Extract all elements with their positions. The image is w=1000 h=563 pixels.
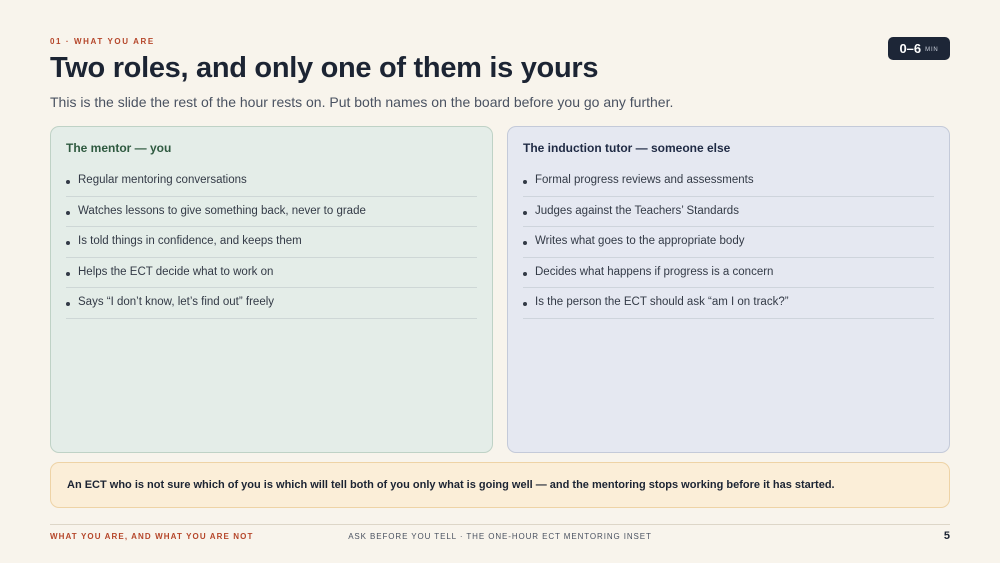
- bullet-icon: [523, 241, 527, 245]
- list-item: [66, 227, 477, 258]
- slide-title: Two roles, and only one of them is yours: [50, 52, 599, 84]
- list-item-text: Watches lessons to give something back, never to grade: [78, 204, 366, 217]
- list-item: [523, 166, 934, 197]
- tutor-card-heading: The induction tutor — someone else: [523, 141, 731, 155]
- footer-divider: [50, 524, 950, 525]
- callout-text: An ECT who is not sure which of you is which will tell both of you only what is going well — and the mentoring stops working before it has started.: [67, 479, 835, 491]
- list-item-text: Formal progress reviews and assessments: [535, 174, 754, 186]
- list-item-text: Helps the ECT decide what to work on: [78, 265, 274, 278]
- list-item: [66, 166, 477, 197]
- bullet-icon: [66, 241, 70, 245]
- list-item: [523, 288, 934, 319]
- bullet-icon: [66, 211, 70, 215]
- bullet-icon: [66, 180, 70, 184]
- list-item-text: Writes what goes to the appropriate body: [535, 235, 745, 247]
- list-item-text: Says “I don’t know, let’s find out” freely: [78, 296, 275, 308]
- list-item: [66, 197, 477, 228]
- list-item: [523, 258, 934, 289]
- list-item: [523, 227, 934, 258]
- list-item: [523, 197, 934, 228]
- footer-course-title: ASK BEFORE YOU TELL · THE ONE-HOUR ECT MENTORING INSET: [348, 532, 652, 541]
- list-item: [66, 288, 477, 319]
- page-number: 5: [943, 530, 950, 542]
- tutor-card: [507, 126, 950, 453]
- mentor-card-heading: The mentor — you: [66, 141, 172, 155]
- bullet-icon: [523, 272, 527, 276]
- time-badge-unit: MIN: [925, 47, 939, 53]
- list-item-text: Judges against the Teachers’ Standards: [535, 204, 739, 217]
- callout-box: [50, 462, 950, 508]
- time-badge-value: 0–6: [899, 41, 922, 56]
- time-badge: [888, 37, 950, 60]
- bullet-icon: [523, 302, 527, 306]
- list-item: [66, 258, 477, 289]
- slide-subtitle: This is the slide the rest of the hour rests on. Put both names on the board before you go any further.: [50, 94, 674, 110]
- section-kicker: 01 · WHAT YOU ARE: [50, 37, 155, 46]
- mentor-card: [50, 126, 493, 453]
- bullet-icon: [523, 211, 527, 215]
- list-item-text: Is told things in confidence, and keeps them: [78, 235, 302, 247]
- bullet-icon: [523, 180, 527, 184]
- list-item-text: Is the person the ECT should ask “am I on track?”: [535, 296, 789, 308]
- footer-section-label: WHAT YOU ARE, AND WHAT YOU ARE NOT: [50, 532, 254, 541]
- mentor-list: [66, 166, 477, 319]
- list-item-text: Regular mentoring conversations: [78, 174, 247, 186]
- bullet-icon: [66, 302, 70, 306]
- list-item-text: Decides what happens if progress is a concern: [535, 265, 774, 278]
- bullet-icon: [66, 272, 70, 276]
- tutor-list: [523, 166, 934, 319]
